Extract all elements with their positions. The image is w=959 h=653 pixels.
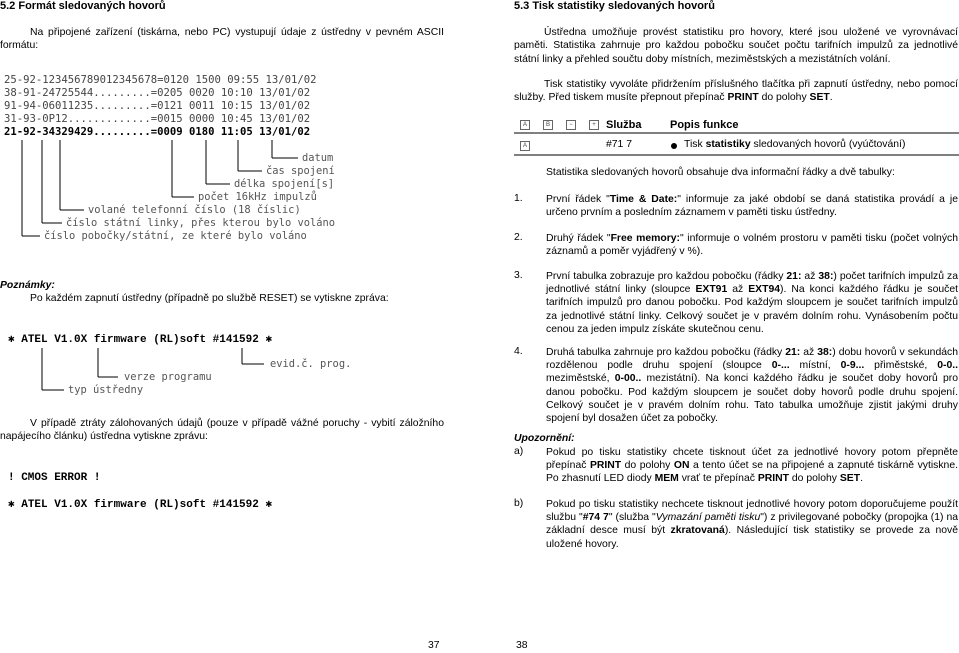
- key-icon-minus: −: [566, 120, 576, 130]
- table-header-service: Služba: [606, 119, 642, 131]
- key-icon-a: A: [520, 120, 530, 130]
- record-line: 38-91-24725544.........=0205 0020 10:10 13/01/02: [4, 87, 311, 99]
- label-linka: číslo státní linky, přes kterou bylo voláno: [66, 217, 335, 229]
- label-evid: evid.č. prog.: [270, 358, 352, 370]
- page-number-right: 38: [516, 640, 528, 651]
- firmware-line-2: ✱ ATEL V1.0X firmware (RL)soft #141592 ✱: [8, 499, 273, 511]
- label-pocet: počet 16kHz impulzů: [198, 191, 317, 203]
- table-header-desc: Popis funkce: [670, 119, 739, 131]
- table-row-desc: Tisk statistiky sledovaných hovorů (vyúčtování): [684, 139, 906, 150]
- right-intro: Ústředna umožňuje provést statistiku pro hovory, které jsou uložené ve vyrovnávací paměti. Statistika zahrnuje pro každou pobočku součet počtu tarifních impulzů za jednotlivé státní linky a přehled součtu doby místních, meziměstských a mezistátních volání.: [514, 27, 958, 65]
- label-pobocka: číslo pobočky/státní, ze které bylo voláno: [44, 230, 307, 242]
- record-line: 25-92-12345678901234567‌8=0120 1500 09:55 13/01/02: [4, 74, 317, 86]
- key-icon-plus: +: [589, 120, 599, 130]
- list-item: 4. Druhá tabulka zahrnuje pro každou pobočku (řádky 21: až 38:) dobu hovorů v sekundách rozdělenou podle druhu spojení (sloupce 0-... místní, 0-9... přiměstské, 0-0.. meziměstské, 0-00.. mezistátní). Na konci každého řádku je součet doby hovorů pro danou pobočku. Pod každým sloupcem je součet doby hovorů podle druhu spojení. Celkový součet je v pravém dolním rohu. Tato tabulka umožňuje zjistit jakými druhy spojení byl dosažen účet za pobočky.: [514, 346, 958, 425]
- key-icon-a: A: [520, 141, 530, 151]
- left-intro: Na připojené zařízení (tiskárna, nebo PC) vystupují údaje z ústředny v pevném ASCII formátu:: [0, 27, 444, 52]
- key-icon-b: B: [543, 120, 553, 130]
- warning-item: b) Pokud po tisku statistiky nechcete tisknout jednotlivé hovory potom doporučujeme použít službu "#74 7" (služba "Vymazání paměti tisku") z privilegované pobočky (propojka (1) na základní desce musí být zkratovaná). Následující tisk statistiky se provede za nově uložené hovory.: [514, 498, 958, 550]
- label-typ: typ ústředny: [68, 384, 144, 396]
- right-section-title: 5.3 Tisk statistiky sledovaných hovorů: [514, 0, 715, 12]
- power-loss-text: V případě ztráty zálohovaných údajů (pouze v případě vážné poruchy - vybití záložního napájecího článku) ústředna vytiskne zprávu:: [0, 418, 444, 443]
- firmware-line: ✱ ATEL V1.0X firmware (RL)soft #141592 ✱: [8, 334, 273, 346]
- list-item: 2. Druhý řádek "Free memory:" informuje o volném prostoru v paměti tisku (počet volných záznamů a poměr vyjádřený v %).: [514, 232, 958, 258]
- cmos-error-line: ! CMOS ERROR !: [8, 472, 101, 484]
- label-datum: datum: [302, 152, 334, 164]
- label-volane: volané telefonní číslo (18 číslic): [88, 204, 301, 216]
- record-line: 91-94-06011235.........=0121 0011 10:15 13/01/02: [4, 100, 311, 112]
- warning-title: Upozornění:: [514, 433, 575, 444]
- table-row-code: #71 7: [606, 139, 633, 150]
- stat-intro: Statistika sledovaných hovorů obsahuje dva informační řádky a dvě tabulky:: [546, 167, 895, 178]
- warning-item: a) Pokud po tisku statistiky chcete tisknout účet za jednotlivé hovory potom přepněte přepínač PRINT do polohy ON a tento účet se na připojené a zapnuté tiskárně vytiskne. Po zhasnutí LED diody MEM vrať te přepínač PRINT do polohy SET.: [514, 446, 958, 485]
- page-number-left: 37: [428, 640, 440, 651]
- bullet-icon: [671, 143, 677, 149]
- list-item: 1. První řádek "Time & Date:" informuje za jaké období se daná statistika provádí a je určeno prvním a posledním záznamem v paměti tisku ústředny.: [514, 193, 958, 219]
- notes-title: Poznámky:: [0, 280, 55, 291]
- record-line: 31-93-0P12.............=0015 0000 10:45 13/01/02: [4, 113, 311, 125]
- list-item: 3. První tabulka zobrazuje pro každou pobočku (řádky 21: až 38:) počet tarifních impulzů za jednotlivé státní linky (sloupce EXT91 až EXT94). Na konci každého řádku je součet tarifních impulzů pro danou pobočku. Pod každým sloupcem je součet tarifních impulzů za jednotlivé státní linky. Celkový součet je v pravém dolním rohu. Vynásobením počtu cenou za jeden impulz získáte skutečnou cenu.: [514, 270, 958, 335]
- record-line: 21-92-34329429.........=0009 0180 11:05 13/01/02: [4, 126, 311, 138]
- label-delka: délka spojení[s]: [234, 178, 335, 190]
- right-intro-2: Tisk statistiky vyvoláte přidržením příslušného tlačítka při zapnutí ústředny, nebo pomocí služby. Před tiskem musíte přepnout přepínač PRINT do polohy SET.: [514, 79, 958, 104]
- notes-text: Po každém zapnutí ústředny (případně po službě RESET) se vytiskne zpráva:: [30, 293, 389, 304]
- label-verze: verze programu: [124, 371, 212, 383]
- left-section-title: 5.2 Formát sledovaných hovorů: [0, 0, 166, 12]
- label-cas: čas spojení: [266, 165, 335, 177]
